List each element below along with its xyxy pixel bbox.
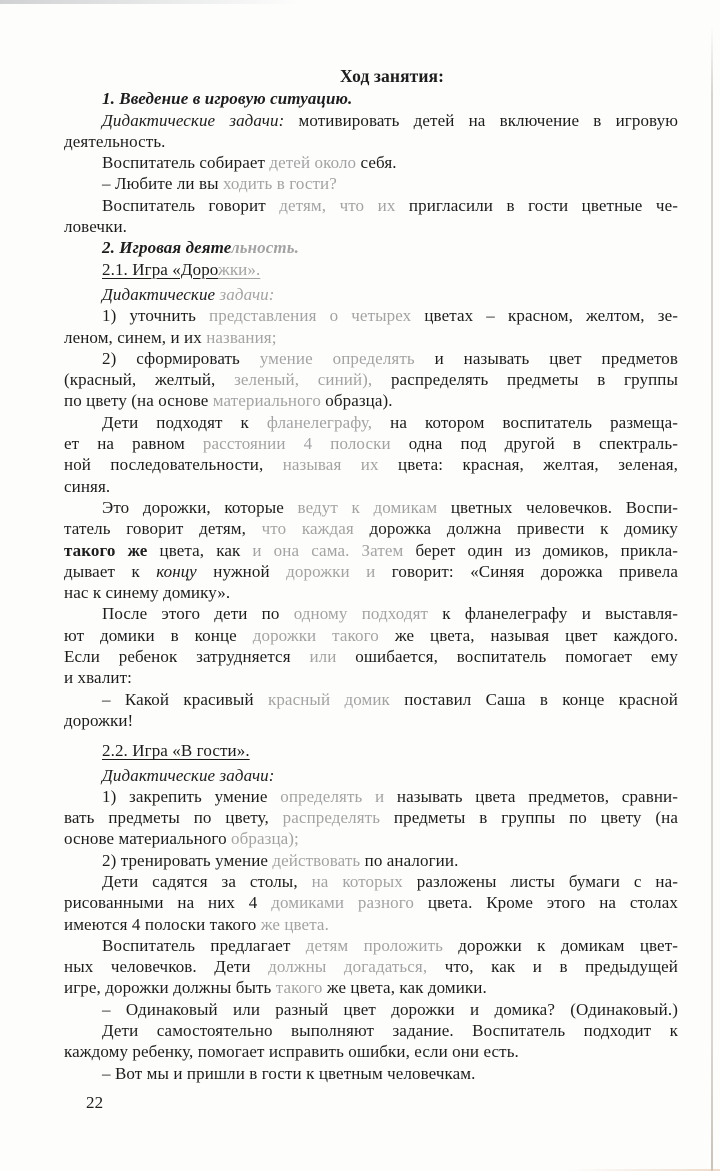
- text-run: дорожки к домикам цвет-: [442, 935, 678, 955]
- text-run: Дидактические задачи:: [102, 765, 275, 785]
- text-run: мотивировать детей на включение в игровую: [284, 110, 678, 130]
- text-run: фланелеграфу,: [266, 412, 373, 432]
- text-run: дывает к: [64, 561, 157, 581]
- didactic-tasks-label: [64, 765, 678, 786]
- text-run: синяя.: [64, 476, 111, 496]
- text-line: [64, 195, 678, 216]
- text-run: 2. Игровая деяте: [102, 238, 231, 258]
- paragraph: [64, 850, 678, 871]
- text-line: [64, 497, 678, 518]
- text-run: определять и: [280, 786, 385, 806]
- paragraph: [64, 1020, 678, 1063]
- text-run: должны догадаться,: [268, 957, 428, 977]
- paragraph: [64, 786, 678, 850]
- text-run: распределять предметы в группы: [372, 370, 678, 390]
- text-line: [64, 284, 678, 305]
- text-line: [64, 850, 678, 871]
- text-run: нужной: [196, 561, 287, 581]
- text-line: [64, 237, 678, 258]
- text-run: называть цвета предметов, сравни-: [384, 786, 678, 806]
- text-run: представления о четырех: [209, 306, 412, 326]
- text-line: [64, 110, 678, 131]
- paragraph: [64, 173, 678, 194]
- didactic-tasks-label: [64, 284, 678, 305]
- text-run: деятельность.: [64, 131, 166, 151]
- text-run: дорожки!: [64, 710, 134, 730]
- text-run: нас к синему домику».: [64, 583, 231, 603]
- section-heading-2: [64, 237, 678, 258]
- text-line: [64, 807, 678, 828]
- text-run: предметы в группы по цвету (на: [380, 808, 678, 828]
- text-run: детей около: [269, 153, 357, 173]
- text-run: же цвета, как домики.: [322, 978, 487, 998]
- text-run: поставил Саша в конце красной: [389, 689, 678, 709]
- text-run: После этого дети по: [102, 604, 294, 624]
- section-heading-1: [64, 88, 678, 109]
- text-run: жки».: [217, 259, 261, 279]
- text-run: цвета, как: [147, 540, 253, 560]
- text-run: и она сама. Затем: [252, 540, 404, 560]
- text-run: Дидактические: [102, 284, 220, 304]
- text-run: 2.2. Игра «В гости».: [102, 741, 250, 761]
- text-run: же цвета, называя цвет каждого.: [378, 625, 678, 645]
- text-run: дорожки и: [286, 561, 376, 581]
- text-run: на котором воспитатель размеща-: [372, 412, 678, 432]
- text-run: ошибается, воспитатель помогает ему: [336, 647, 678, 667]
- text-line: [64, 259, 678, 280]
- text-line: [64, 390, 678, 411]
- text-line: [64, 786, 678, 807]
- paragraph: [64, 412, 678, 497]
- text-line: [64, 667, 678, 688]
- text-run: детям проложить: [305, 935, 443, 955]
- paragraph: [64, 110, 678, 153]
- text-run: такого: [275, 978, 323, 998]
- text-run: называя их: [282, 455, 379, 475]
- text-run: Дети садятся за столы,: [102, 871, 312, 891]
- text-run: себя.: [356, 153, 397, 173]
- text-run: каждому ребенку, помогает исправить ошибки, если они есть.: [64, 1042, 519, 1062]
- game-heading-2-2: [64, 740, 678, 761]
- text-run: цвета. Кроме этого на столах: [414, 893, 678, 913]
- text-run: одному подходят: [293, 604, 429, 624]
- text-run: умение определять: [259, 348, 415, 368]
- text-run: вать предметы по цвету,: [64, 808, 283, 828]
- text-line: [64, 173, 678, 194]
- text-run: основе материального: [64, 829, 232, 849]
- text-run: 1. Введение в игровую ситуацию.: [102, 89, 353, 109]
- text-run: цветах – красном, желтом, зе-: [411, 306, 678, 326]
- text-line: [64, 369, 678, 390]
- text-run: на которых: [311, 871, 403, 891]
- text-run: такого же: [64, 540, 148, 560]
- text-line: [64, 561, 678, 582]
- text-line: [64, 871, 678, 892]
- text-line: [64, 327, 678, 348]
- text-run: леном, синем, и их: [64, 327, 207, 347]
- text-run: имеются 4 полоски такого: [64, 914, 261, 934]
- text-run: названия;: [206, 327, 277, 347]
- text-line: [64, 625, 678, 646]
- text-line: [64, 1063, 678, 1084]
- text-line: [64, 646, 678, 667]
- text-line: [64, 131, 678, 152]
- text-run: Если ребенок затрудняется: [64, 647, 310, 667]
- text-line: [64, 935, 678, 956]
- text-line: [64, 999, 678, 1020]
- text-run: рисованными на них 4: [64, 893, 272, 913]
- text-run: Это дорожки, которые: [102, 497, 298, 517]
- scan-edge-top: [0, 0, 300, 4]
- text-run: и называть цвет предметов: [414, 348, 679, 368]
- text-run: домиками разного: [271, 893, 415, 913]
- text-run: ет на равном: [64, 434, 203, 454]
- text-run: 2.1. Игра «Доро: [102, 259, 218, 279]
- text-line: [64, 689, 678, 710]
- game-heading-2-1: [64, 259, 678, 280]
- text-run: по аналогии.: [360, 850, 459, 870]
- text-run: – Одинаковый или разный цвет дорожки и домика? (Одинаковый.): [102, 999, 678, 1019]
- text-run: ных человечков. Дети: [64, 957, 269, 977]
- paragraph: [64, 1063, 678, 1084]
- text-run: расстоянии 4 полоски: [202, 434, 391, 454]
- text-line: [64, 710, 678, 731]
- text-line: [64, 1041, 678, 1062]
- text-line: [64, 956, 678, 977]
- page-edge-line: [711, 26, 713, 1171]
- text-run: 1) уточнить: [102, 306, 210, 326]
- text-run: Дети самостоятельно выполняют задание. Воспитатель подходит к: [102, 1021, 678, 1041]
- paragraph: [64, 999, 678, 1020]
- text-run: – Вот мы и пришли в гости к цветным человечкам.: [102, 1063, 476, 1083]
- text-run: зеленый, синий),: [234, 370, 373, 390]
- text-run: ной последовательности,: [64, 455, 283, 475]
- paragraph: [64, 935, 678, 999]
- text-run: Дидактические задачи:: [102, 110, 285, 130]
- text-line: [64, 476, 678, 497]
- text-run: образца).: [320, 391, 393, 411]
- document-body: [64, 88, 678, 1084]
- text-line: [64, 348, 678, 369]
- text-line: [64, 518, 678, 539]
- text-run: 2) тренировать умение: [102, 850, 273, 870]
- text-run: дорожка должна привести к домику: [353, 519, 678, 539]
- text-run: к фланелеграфу и выставля-: [428, 604, 678, 624]
- text-run: льность.: [230, 238, 299, 258]
- paragraph: [64, 305, 678, 348]
- paragraph: [64, 152, 678, 173]
- text-line: [64, 740, 678, 761]
- text-run: по цвету (на основе: [64, 391, 213, 411]
- text-run: действовать: [272, 850, 361, 870]
- text-run: материального: [212, 391, 321, 411]
- text-run: ведут к домикам: [297, 497, 438, 517]
- text-run: игре, дорожки должны быть: [64, 978, 276, 998]
- text-line: [64, 603, 678, 624]
- text-run: – Любите ли вы: [102, 174, 223, 194]
- text-line: [64, 828, 678, 849]
- text-run: ловечки.: [64, 217, 127, 237]
- text-line: [64, 216, 678, 237]
- paragraph: [64, 497, 678, 603]
- page-content: [64, 66, 678, 1113]
- text-run: татель говорит детям,: [64, 519, 262, 539]
- paragraph: [64, 195, 678, 238]
- text-line: [64, 412, 678, 433]
- text-run: образца);: [231, 829, 299, 849]
- text-run: Воспитатель собирает: [102, 153, 270, 173]
- text-run: распределять: [282, 808, 381, 828]
- text-run: задачи:: [219, 284, 275, 304]
- text-run: пригласили в гости цветные че-: [395, 195, 678, 215]
- text-run: – Какой красивый: [102, 689, 268, 709]
- text-line: [64, 977, 678, 998]
- paragraph: [64, 871, 678, 935]
- text-run: что каждая: [261, 519, 354, 539]
- paragraph: [64, 348, 678, 412]
- text-run: ют домики в конце: [64, 625, 253, 645]
- paragraph: [64, 603, 678, 688]
- text-line: [64, 1020, 678, 1041]
- text-line: [64, 892, 678, 913]
- page-title: Ход занятия:: [339, 66, 445, 86]
- text-run: 1) закрепить умение: [102, 786, 281, 806]
- text-run: говорит: «Синяя дорожка привела: [375, 561, 678, 581]
- text-run: дорожки такого: [252, 625, 379, 645]
- text-run: Дети подходят к: [102, 412, 267, 432]
- text-line: [64, 88, 678, 109]
- text-run: концу: [156, 561, 197, 581]
- text-run: или: [309, 647, 337, 667]
- text-line: [64, 454, 678, 475]
- text-line: [64, 914, 678, 935]
- text-run: одна под другой в спектраль-: [390, 434, 679, 454]
- text-line: [64, 765, 678, 786]
- text-line: [64, 540, 678, 561]
- text-run: красный домик: [267, 689, 390, 709]
- text-run: Воспитатель говорит: [102, 195, 280, 215]
- text-run: ходить в гости?: [222, 174, 337, 194]
- text-run: цветных человечков. Воспи-: [437, 497, 679, 517]
- text-run: и хвалит:: [64, 668, 132, 688]
- text-line: [64, 582, 678, 603]
- text-run: разложены листы бумаги с на-: [402, 871, 679, 891]
- text-line: [64, 305, 678, 326]
- paragraph: [64, 689, 678, 732]
- text-run: детям, что их: [279, 195, 396, 215]
- text-run: (красный, желтый,: [64, 370, 235, 390]
- text-run: берет один из домиков, прикла-: [403, 540, 678, 560]
- text-run: же цвета.: [260, 914, 329, 934]
- text-run: что, как и в предыдущей: [427, 957, 678, 977]
- page-number: 22: [86, 1092, 104, 1112]
- text-line: [64, 152, 678, 173]
- text-run: 2) сформировать: [102, 348, 260, 368]
- text-line: [64, 433, 678, 454]
- text-run: цвета: красная, желтая, зеленая,: [378, 455, 679, 475]
- text-run: Воспитатель предлагает: [102, 935, 306, 955]
